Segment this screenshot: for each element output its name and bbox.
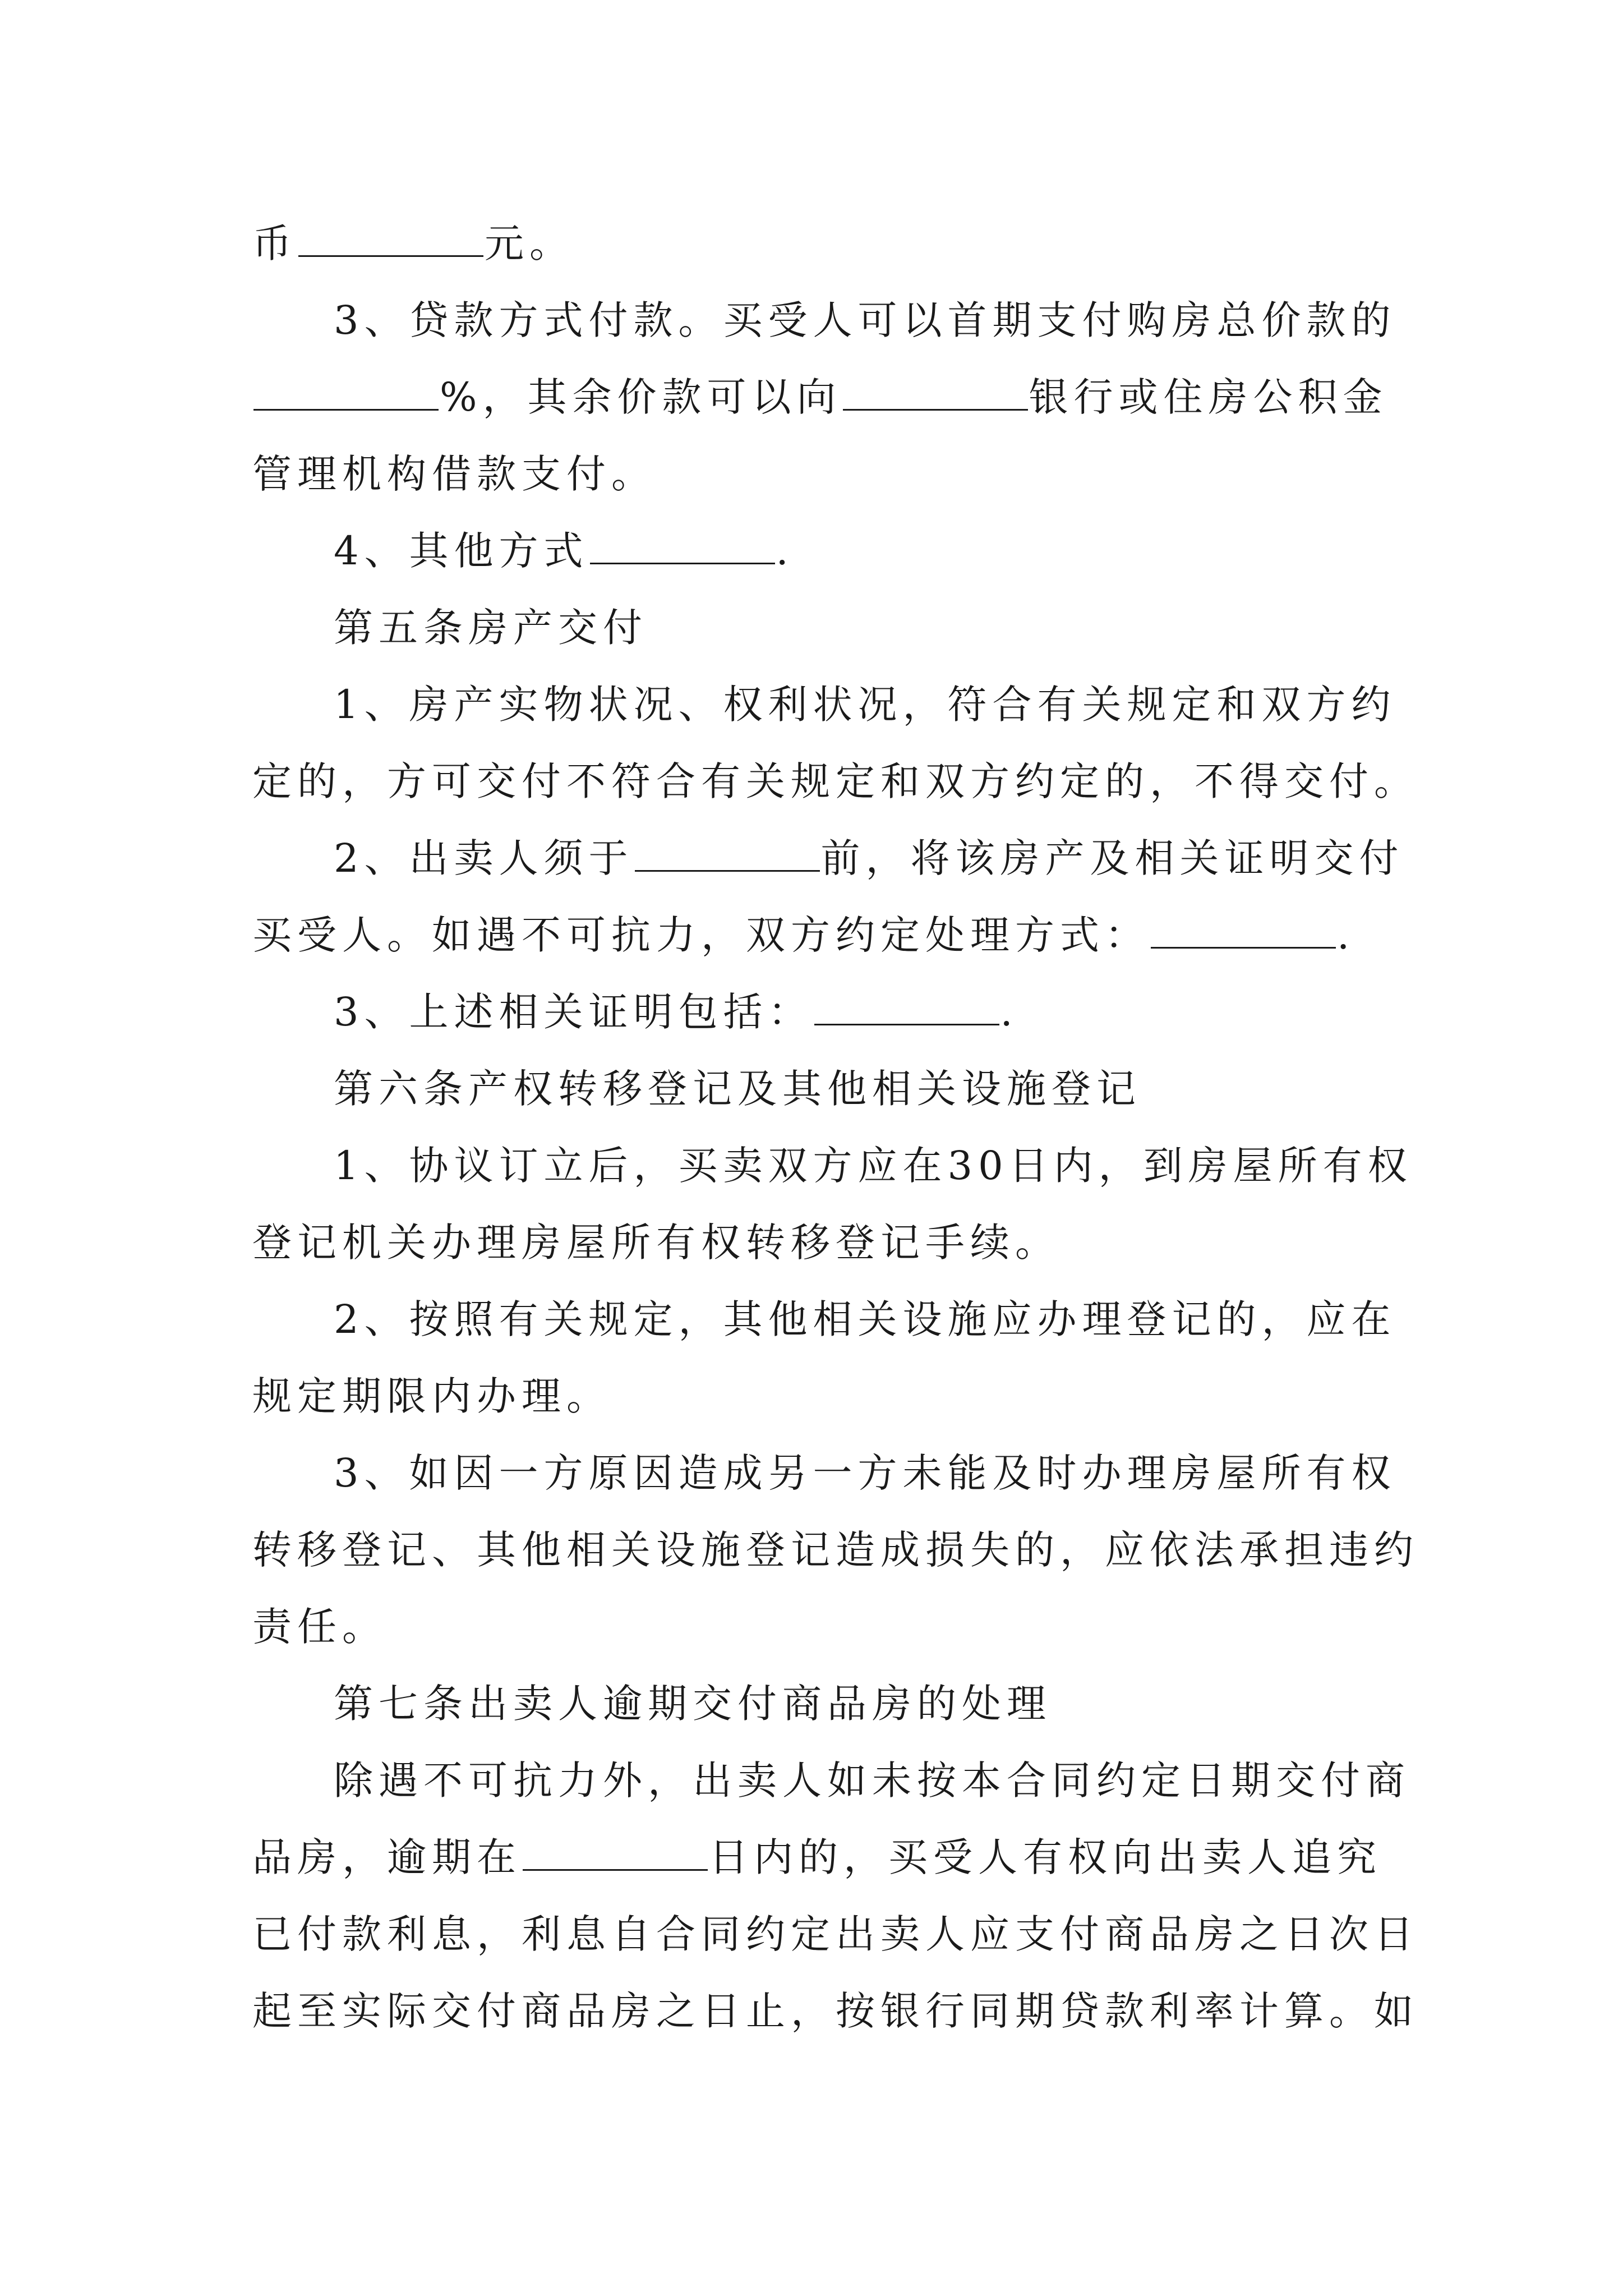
section-heading [334, 1061, 1141, 1117]
text-segment: 转移登记、其他相关设施登记造成损失的，应依法承担违约 [252, 1527, 1419, 1573]
text-line [334, 677, 1396, 733]
text-segment: 币 [252, 220, 297, 266]
text-line [334, 1291, 1396, 1347]
text-segment: 登记机关办理房屋所有权转移登记手续。 [252, 1220, 1060, 1266]
text-segment: 3、贷款方式付款。买受人可以首期支付购房总价款的 [334, 297, 1396, 343]
text-line [252, 215, 574, 272]
text-segment: 3、如因一方原因造成另一方未能及时办理房屋所有权 [334, 1450, 1396, 1496]
text-line [252, 753, 1419, 809]
text-line [252, 1368, 611, 1424]
text-line [334, 1752, 1410, 1809]
text-segment: 买受人。如遇不可抗力，双方约定处理方式： [252, 912, 1150, 958]
text-segment: 除遇不可抗力外，出卖人如未按本合同约定日期交付商 [334, 1757, 1410, 1803]
section-heading [334, 600, 648, 656]
text-line [252, 446, 656, 502]
text-segment: 前，将该房产及相关证明交付 [820, 835, 1404, 881]
text-segment: 元。 [485, 220, 574, 266]
text-segment: . [1337, 912, 1355, 958]
text-segment: 3、上述相关证明包括： [334, 989, 813, 1035]
text-segment: 2、按照有关规定，其他相关设施应办理登记的，应在 [334, 1296, 1396, 1342]
fill-in-blank [253, 374, 439, 411]
text-line [252, 1829, 1382, 1885]
text-segment: 起至实际交付商品房之日止，按银行同期贷款利率计算。如 [252, 1988, 1419, 2034]
text-segment: %，其余价款可以向 [440, 374, 842, 420]
text-segment: . [1000, 989, 1018, 1035]
text-line [334, 523, 794, 579]
text-segment: 管理机构借款支付。 [252, 451, 656, 497]
text-segment: 第七条出卖人逾期交付商品房的处理 [334, 1681, 1052, 1727]
text-line [252, 1599, 387, 1655]
fill-in-blank [523, 1834, 708, 1871]
text-segment: 1、协议订立后，买卖双方应在30日内，到房屋所有权 [334, 1143, 1413, 1189]
fill-in-blank [814, 989, 999, 1025]
section-heading [334, 1676, 1052, 1732]
text-line [252, 907, 1355, 963]
text-segment: 规定期限内办理。 [252, 1373, 611, 1419]
text-segment: 银行或住房公积金 [1029, 374, 1388, 420]
text-segment: . [776, 528, 794, 574]
fill-in-blank [298, 220, 483, 257]
text-segment: 定的，方可交付不符合有关规定和双方约定的，不得交付。 [252, 758, 1419, 804]
text-line [252, 1522, 1419, 1578]
text-line [252, 1983, 1419, 2039]
text-segment: 责任。 [252, 1604, 387, 1650]
text-line [334, 830, 1404, 886]
fill-in-blank [635, 835, 820, 872]
text-segment: 第六条产权转移登记及其他相关设施登记 [334, 1066, 1141, 1112]
text-segment: 品房，逾期在 [252, 1834, 522, 1880]
text-line [252, 1214, 1060, 1271]
text-segment: 第五条房产交付 [334, 605, 648, 651]
text-segment: 4、其他方式 [334, 528, 589, 574]
text-line [334, 1138, 1413, 1194]
fill-in-blank [590, 528, 775, 564]
text-line [334, 292, 1396, 348]
text-segment: 1、房产实物状况、权利状况，符合有关规定和双方约 [334, 682, 1396, 728]
text-line [334, 984, 1018, 1040]
fill-in-blank [1151, 912, 1336, 949]
text-segment: 已付款利息，利息自合同约定出卖人应支付商品房之日次日 [252, 1911, 1419, 1957]
text-line [252, 1906, 1419, 1962]
text-segment: 2、出卖人须于 [334, 835, 634, 881]
text-line [334, 1445, 1396, 1501]
fill-in-blank [843, 374, 1028, 411]
text-line [252, 369, 1388, 425]
text-segment: 日内的，买受人有权向出卖人追究 [709, 1834, 1382, 1880]
